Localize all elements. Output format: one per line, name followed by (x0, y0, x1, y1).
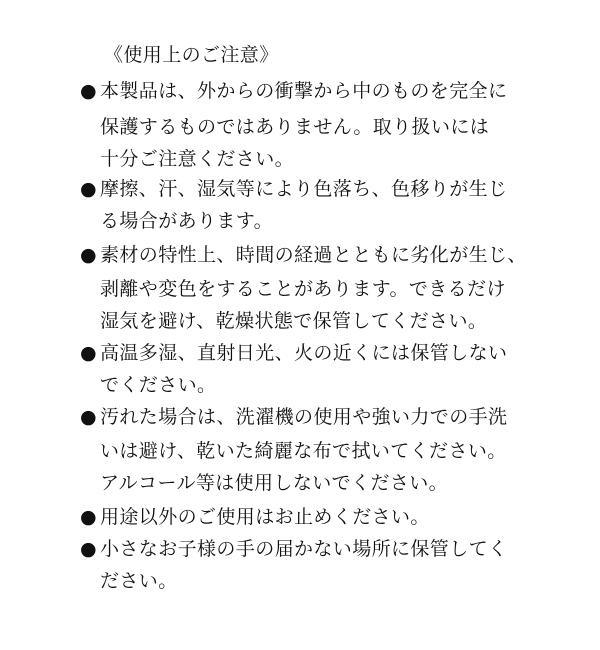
notice-item (80, 242, 527, 268)
notice-item (80, 536, 507, 562)
notice-item (80, 176, 507, 202)
bullet-icon: ● (80, 406, 97, 428)
notice-line: 湿気を避け、乾燥状態で保管してください。 (100, 310, 488, 332)
bullet-icon: ● (80, 80, 97, 102)
notice-line: 剥離や変色をすることがあります。できるだけ (100, 278, 506, 300)
notice-line: 小さなお子様の手の届かない場所に保管してく (100, 538, 508, 560)
notice-line: 十分ご注意ください。 (100, 148, 295, 170)
notice-line: 汚れた場合は、洗濯機の使用や強い力での手洗 (100, 406, 508, 428)
notice-item (80, 78, 507, 104)
notice-line: ださい。 (100, 570, 178, 592)
notice-line: 素材の特性上、時間の経過とともに劣化が生じ、 (100, 244, 527, 266)
notice-line: 用途以外のご使用はお止めください。 (100, 506, 430, 528)
bullet-icon: ● (80, 244, 97, 266)
notice-line: 本製品は、外からの衝撃から中のものを完全に (100, 80, 508, 102)
notice-line: 高温多湿、直射日光、火の近くには保管しない (100, 342, 508, 364)
notice-item (80, 504, 430, 530)
notice-line: る場合があります。 (100, 210, 274, 232)
notice-item (80, 340, 507, 366)
notice-line: 摩擦、汗、湿気等により色落ち、色移りが生じ (100, 178, 508, 200)
notice-heading: 《使用上のご注意》 (104, 44, 279, 66)
bullet-icon: ● (80, 178, 97, 200)
notice-line: 保護するものではありません。取り扱いには (100, 116, 490, 138)
notice-line: でください。 (100, 374, 217, 396)
bullet-icon: ● (80, 538, 97, 560)
notice-item (80, 404, 507, 430)
bullet-icon: ● (80, 506, 97, 528)
bullet-icon: ● (80, 342, 97, 364)
notice-line: いは避け、乾いた綺麗な布で拭いてください。 (100, 440, 507, 462)
notice-line: アルコール等は使用しないでください。 (100, 472, 449, 494)
